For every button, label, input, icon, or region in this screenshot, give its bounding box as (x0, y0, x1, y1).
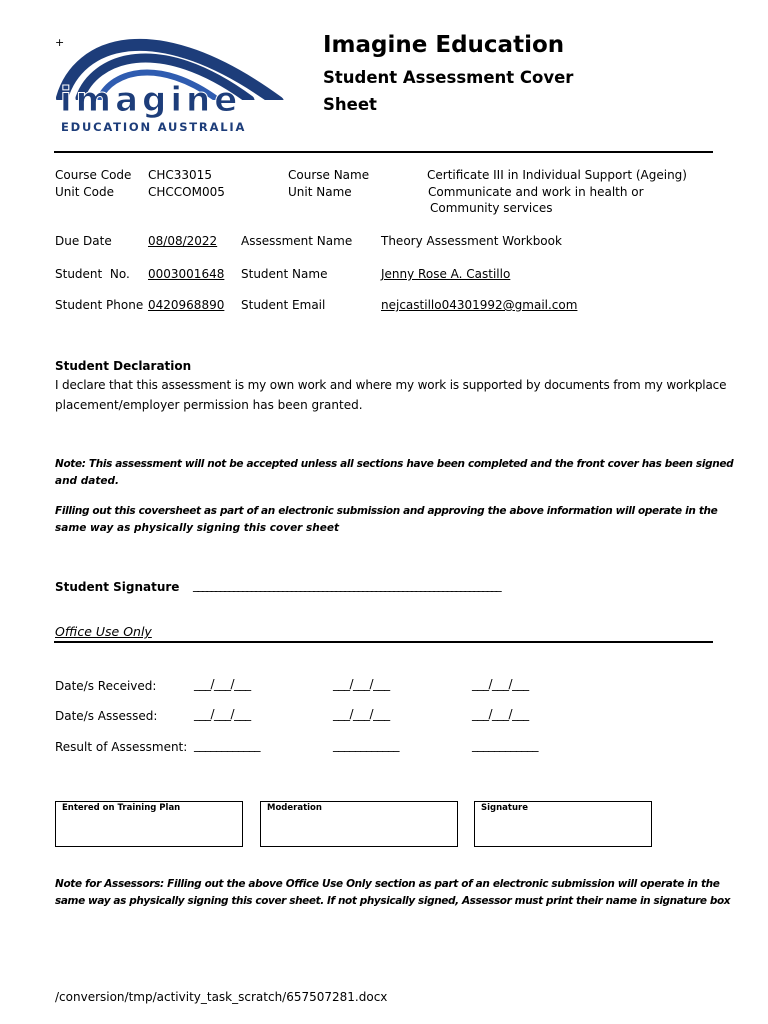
moderation-box[interactable] (260, 801, 458, 847)
student-signature-line[interactable]: _____________________________________________________________________ (193, 578, 501, 592)
student-name-value: Jenny Rose A. Castillo (381, 267, 511, 281)
assessment-name-value: Theory Assessment Workbook (381, 234, 562, 248)
course-code-value: CHC33015 (148, 168, 212, 182)
date-assessed-field-3[interactable]: ___/___/___ (472, 707, 529, 721)
unit-name-line2: Community services (430, 201, 553, 215)
page-subtitle-line2: Sheet (323, 95, 377, 114)
result-field-2[interactable]: ____________ (333, 738, 399, 752)
note1-line2: and dated. (55, 475, 119, 487)
unit-code-value: CHCCOM005 (148, 185, 225, 199)
student-email-value: nejcastillo04301992@gmail.com (381, 298, 578, 312)
footer-file-path: /conversion/tmp/activity_task_scratch/657507281.docx (55, 990, 388, 1004)
page-title: Imagine Education (323, 32, 565, 58)
student-name-label: Student Name (241, 267, 328, 281)
office-use-heading: Office Use Only (55, 624, 152, 639)
unit-name-line1: Communicate and work in health or (428, 185, 644, 199)
student-signature-label: Student Signature (55, 580, 180, 594)
assessor-note-line1: Note for Assessors: Filling out the above Office Use Only section as part of an electronic submission will operate in the (55, 878, 720, 890)
due-date-value: 08/08/2022 (148, 234, 218, 248)
declaration-heading: Student Declaration (55, 359, 192, 373)
student-phone-label: Student Phone (55, 298, 144, 312)
signature-box[interactable] (474, 801, 652, 847)
course-code-label: Course Code (55, 168, 132, 182)
result-field-1[interactable]: ____________ (194, 738, 260, 752)
date-received-field-1[interactable]: ___/___/___ (194, 677, 251, 691)
logo-subtitle: EDUCATION AUSTRALIA (61, 120, 247, 134)
header-divider (54, 151, 713, 153)
note1-line1: Note: This assessment will not be accepted unless all sections have been completed and the front cover has been signed (55, 458, 734, 470)
date-assessed-field-2[interactable]: ___/___/___ (333, 707, 390, 721)
date-received-field-2[interactable]: ___/___/___ (333, 677, 390, 691)
office-use-divider (54, 641, 713, 643)
unit-code-label: Unit Code (55, 185, 114, 199)
result-label: Result of Assessment: (55, 740, 188, 754)
date-assessed-label: Date/s Assessed: (55, 709, 158, 723)
course-name-value: Certificate III in Individual Support (Ageing) (427, 168, 687, 182)
training-plan-box[interactable] (55, 801, 243, 847)
student-no-label: Student No. (55, 267, 130, 281)
student-phone-value: 0420968890 (148, 298, 225, 312)
page-subtitle-line1: Student Assessment Cover (323, 68, 574, 87)
moderation-box-label: Moderation (267, 803, 322, 813)
date-received-field-3[interactable]: ___/___/___ (472, 677, 529, 691)
date-assessed-field-1[interactable]: ___/___/___ (194, 707, 251, 721)
student-no-value: 0003001648 (148, 267, 225, 281)
assessment-name-label: Assessment Name (241, 234, 353, 248)
unit-name-label: Unit Name (288, 185, 352, 199)
signature-box-label: Signature (481, 803, 528, 813)
logo-plus: + (55, 36, 65, 49)
course-name-label: Course Name (288, 168, 370, 182)
student-email-label: Student Email (241, 298, 326, 312)
declaration-line1: I declare that this assessment is my own work and where my work is supported by documents from my workplace (55, 378, 727, 392)
result-field-3[interactable]: ____________ (472, 738, 538, 752)
training-plan-box-label: Entered on Training Plan (62, 803, 181, 813)
due-date-label: Due Date (55, 234, 112, 248)
date-received-label: Date/s Received: (55, 679, 157, 693)
note2-line1: Filling out this coversheet as part of an electronic submission and approving the above information will operate in the (55, 505, 718, 517)
logo-word: imagine (60, 80, 242, 120)
imagine-logo (50, 20, 285, 140)
note2-line2: same way as physically signing this cover sheet (55, 522, 340, 534)
assessor-note-line2: same way as physically signing this cover sheet. If not physically signed, Assessor must print their name in signature box (55, 895, 731, 907)
declaration-line2: placement/employer permission has been granted. (55, 398, 363, 412)
